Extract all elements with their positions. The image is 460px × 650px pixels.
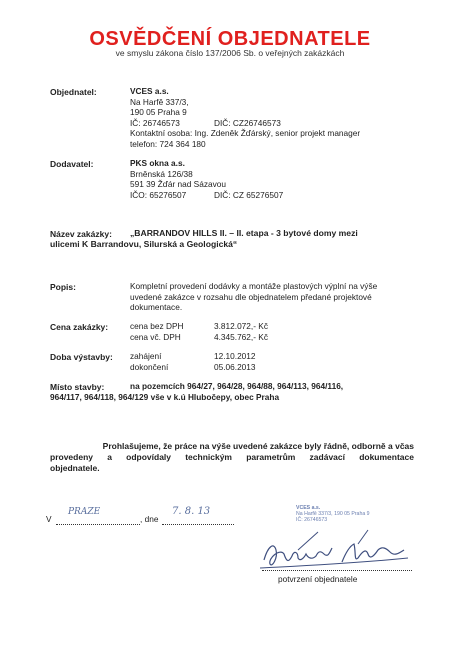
document-title: OSVĚDČENÍ OBJEDNATELE	[89, 28, 371, 50]
objednatel-contact: Kontaktní osoba: Ing. Zdeněk Žďárský, senior projekt manager	[130, 128, 361, 139]
dodavatel-block	[130, 158, 430, 200]
dodavatel-label: Dodavatel:	[50, 159, 94, 169]
doba-end-label: dokončení	[130, 362, 169, 372]
company-stamp	[296, 505, 370, 523]
misto-line2: 964/117, 964/118, 964/129 vše v k.ú Hlubočepy, obec Praha	[50, 392, 280, 402]
doba-start-label: zahájení	[130, 351, 162, 361]
dodavatel-dic: DIČ: CZ 65276507	[214, 189, 284, 200]
objednatel-phone: telefon: 724 364 180	[130, 138, 206, 149]
objednatel-ic: IČ: 26746573	[130, 117, 180, 128]
popis-line3: dokumentace.	[130, 302, 183, 313]
doba-end-value: 05.06.2013	[214, 362, 256, 372]
popis-text	[130, 281, 405, 313]
dodavatel-name: PKS okna a.s.	[130, 158, 185, 168]
zakazka-label: Název zakázky:	[50, 229, 112, 239]
cena-vc-value: 4.345.762,- Kč	[214, 332, 268, 342]
signature-caption: potvrzení objednatele	[278, 574, 358, 584]
cena-bez-value: 3.812.072,- Kč	[214, 321, 268, 331]
date-value: 7. 8. 13	[172, 506, 211, 517]
misto-label: Místo stavby:	[50, 382, 105, 392]
stamp-line3: IČ: 26746573	[296, 517, 328, 523]
popis-line2: uvedené zakázce v rozsahu dle objednatelem předané projektové	[130, 291, 372, 302]
popis-line1: Kompletní provedení dodávky a montáže plastových výplní na výše	[130, 281, 378, 291]
dodavatel-city: 591 39 Žďár nad Sázavou	[130, 179, 226, 190]
prohlaseni-line3: objednatele.	[50, 463, 100, 473]
zakazka-line2: ulicemi K Barrandovu, Silurská a Geologická“	[50, 239, 238, 249]
cena-label: Cena zakázky:	[50, 322, 109, 332]
cena-bez-label: cena bez DPH	[130, 321, 184, 331]
signature-line	[262, 560, 412, 571]
objednatel-block	[130, 86, 430, 150]
prohlaseni-line1: Prohlašujeme, že práce na výše uvedené zakázce byly řádně, odborně a včas	[102, 441, 414, 451]
misto-line1: na pozemcích 964/27, 964/28, 964/88, 964/113, 964/116,	[130, 381, 344, 391]
objednatel-label: Objednatel:	[50, 87, 97, 97]
dodavatel-street: Brněnská 126/38	[130, 168, 193, 179]
doba-start-value: 12.10.2012	[214, 351, 256, 361]
dodavatel-ico: IČO: 65276507	[130, 189, 187, 200]
objednatel-street: Na Harfě 337/3,	[130, 96, 189, 107]
stamp-line1: VCES a.s.	[296, 505, 321, 511]
date-label: , dne	[140, 514, 159, 524]
prohlaseni-line2: provedeny a odpovídaly technickým parametrům zadávací dokumentace	[50, 452, 414, 462]
popis-label: Popis:	[50, 282, 76, 292]
objednatel-city: 190 05 Praha 9	[130, 107, 187, 118]
place-label: V	[46, 514, 52, 524]
document-subtitle: ve smyslu zákona číslo 137/2006 Sb. o veřejných zakázkách	[115, 48, 345, 58]
place-value: PRAZE	[68, 507, 101, 517]
objednatel-name: VCES a.s.	[130, 86, 169, 96]
doba-label: Doba výstavby:	[50, 352, 113, 362]
zakazka-line1: „BARRANDOV HILLS II. – II. etapa - 3 bytové domy mezi	[130, 228, 358, 238]
cena-vc-label: cena vč. DPH	[130, 332, 181, 342]
objednatel-dic: DIČ: CZ26746573	[214, 117, 281, 128]
zakazka-name	[130, 228, 420, 239]
stamp-line2: Na Harfě 337/3, 190 05 Praha 9	[296, 511, 370, 517]
